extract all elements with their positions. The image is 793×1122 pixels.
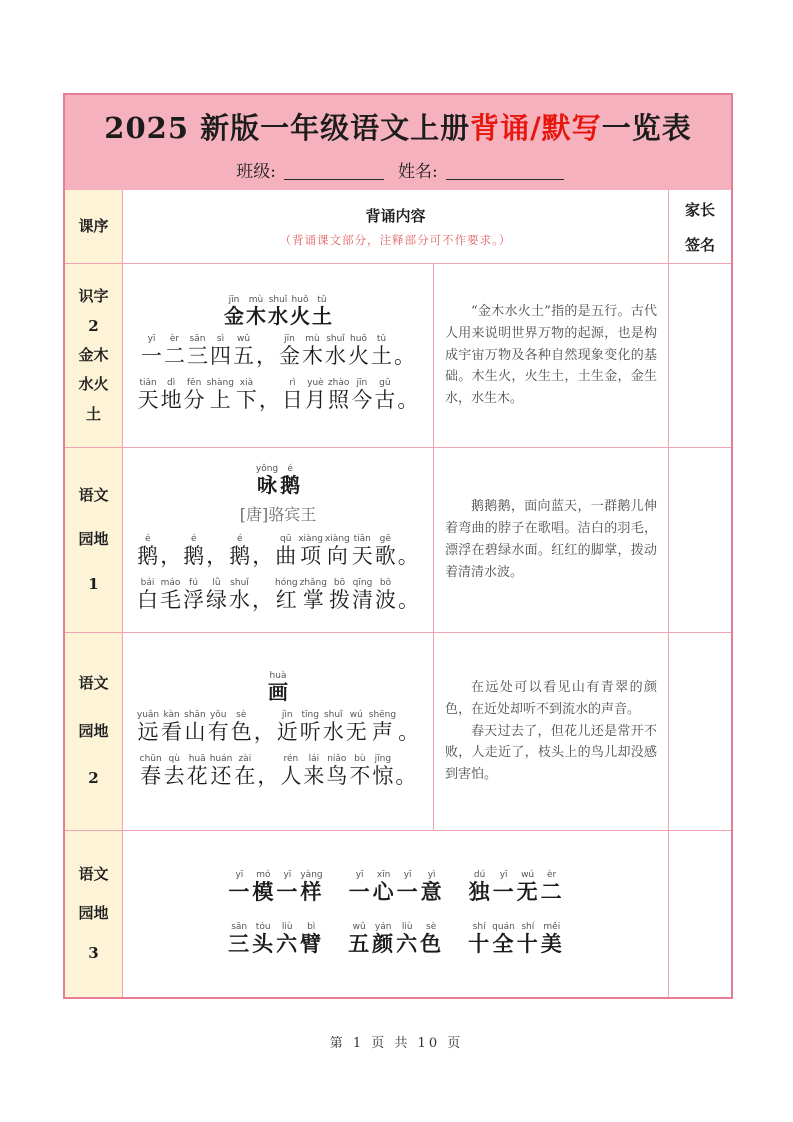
course-cell: 语文 园地 2	[65, 633, 123, 831]
header-band	[65, 95, 731, 190]
header-content-cell	[123, 190, 669, 264]
poem-line: 一yī二èr三sān四sì五wǔ，金jīn木mù水shuǐ火huǒ土tǔ。	[141, 333, 415, 368]
title-highlight: 背诵/默写	[470, 110, 602, 145]
poem-cell	[123, 448, 434, 633]
poem-line: 白bái毛máo浮fú绿lǜ水shuǐ，红hóng掌zhǎng拨bō清qīng波bō。	[136, 577, 419, 612]
class-blank-line	[284, 161, 384, 180]
content-header-label: 背诵内容	[365, 206, 426, 225]
recitation-table	[65, 190, 731, 997]
signature-cell	[669, 831, 731, 997]
signature-cell	[669, 448, 731, 633]
title-prefix: 2025 新版一年级语文上册	[104, 110, 471, 145]
poem-line: 鹅é，鹅é，鹅é，曲qū项xiàng向xiàng天tiān歌gē。	[137, 533, 419, 568]
poem-cell	[123, 633, 434, 831]
poem-title: 画huà	[268, 670, 288, 704]
poem-cell	[123, 264, 434, 448]
course-header-label: 课序	[78, 216, 109, 235]
explanation-cell: 在远处可以看见山有青翠的颜色，在近处却听不到流水的声音。 春天过去了，但花儿还是常开不败，人走近了，枝头上的鸟儿却没感到害怕。	[434, 633, 669, 831]
content-header-note: （背诵课文部分，注释部分可不作要求。）	[279, 233, 512, 248]
document-sheet	[63, 93, 733, 999]
poem-title: 金jīn木mù水shuǐ火huǒ土tǔ	[224, 294, 332, 328]
sign-header-line2: 签名	[684, 235, 715, 254]
explanation-cell: 鹅鹅鹅，面向蓝天，一群鹅儿伸着弯曲的脖子在歌唱。洁白的羽毛，漂浮在碧绿水面。红红的脚掌，拨动着清清水波。	[434, 448, 669, 633]
poem-author: [唐]骆宾王	[239, 504, 317, 524]
page-number: 第 1 页 共 10 页	[329, 1036, 464, 1051]
explanation-cell: “金木水火土”指的是五行。古代人用来说明世界万物的起源，也是构成宇宙万物及各种自然现象变化的基础。木生火，火生土，土生金，金生水，水生木。	[434, 264, 669, 448]
poem-line: 春chūn去qù花huā还huán在zài，人rén来lái鸟niǎo不bù惊jīng。	[139, 753, 417, 788]
poem-line: 远yuǎn看kàn山shān有yǒu色sè，近jìn听tīng水shuǐ无wú声shēng。	[136, 709, 420, 744]
class-label: 班级:	[236, 161, 276, 182]
idioms-cell	[123, 831, 669, 997]
sign-header-line1: 家长	[684, 200, 715, 219]
poem-title: 咏yǒng鹅é	[255, 463, 301, 497]
header-sign-cell	[669, 190, 731, 264]
class-name-row	[232, 157, 563, 182]
course-cell: 语文 园地 1	[65, 448, 123, 633]
title-suffix: 一览表	[601, 110, 692, 145]
poem-line: 天tiān地dì分fēn上shàng下xià，日rì月yuè照zhào今jīn古gǔ。	[137, 377, 419, 412]
name-label: 姓名:	[398, 161, 438, 182]
header-course-cell	[65, 190, 123, 264]
signature-cell	[669, 264, 731, 448]
name-blank-line	[446, 161, 564, 180]
page-title	[104, 106, 691, 147]
signature-cell	[669, 633, 731, 831]
course-cell: 识字 2 金木 水火 土	[65, 264, 123, 448]
idiom-line: 一yī模mó一yī样yàng 一yī心xīn一yī意yì 独dú一yī无wú二èr	[228, 870, 563, 904]
course-cell: 语文 园地 3	[65, 831, 123, 997]
idiom-line: 三sān头tóu六liù臂bì 五wǔ颜yán六liù色sè 十shí全quán十shí美měi	[228, 922, 563, 956]
